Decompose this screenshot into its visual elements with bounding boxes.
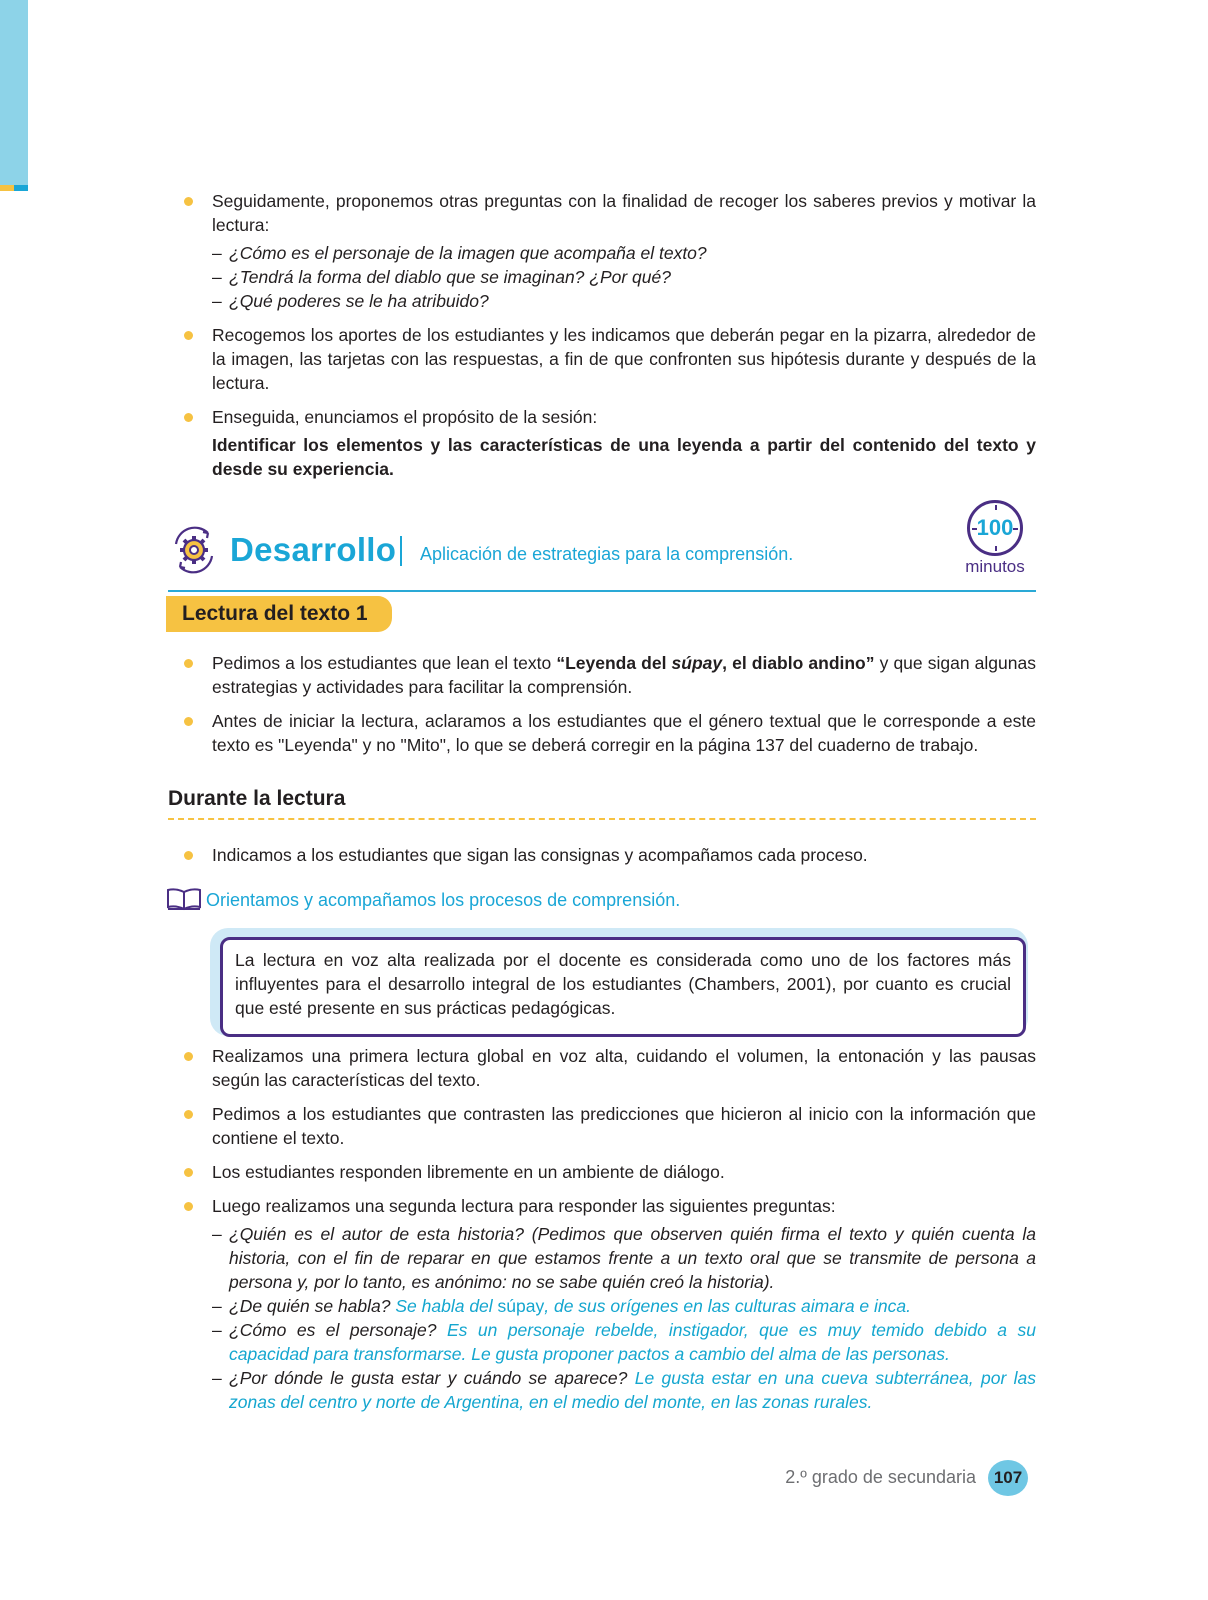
bullet-item (168, 189, 1036, 313)
reading-instructions (168, 651, 1036, 767)
text-fragment: Pedimos a los estudiantes que lean el texto (212, 653, 557, 673)
question-text: ¿De quién se habla? (229, 1296, 391, 1316)
intro-section (168, 189, 1036, 491)
during-reading-section (168, 843, 1036, 877)
question-item: – ¿Qué poderes se le ha atribuido? (212, 289, 1036, 313)
bullet-item (168, 1102, 1036, 1150)
question-item (212, 1318, 1036, 1366)
text-fragment: y que sigan algunas estrategias y actividades para facilitar la comprensión. (212, 653, 1036, 697)
side-color-bar (0, 0, 28, 185)
grade-label: 2.º grado de secundaria (785, 1467, 976, 1487)
title-separator (400, 536, 402, 566)
book-icon (166, 887, 202, 911)
side-bar-accent-blue (14, 185, 28, 191)
reading-label-text: Lectura del texto 1 (182, 602, 368, 625)
bullet-text: Luego realizamos una segunda lectura para responder las siguientes preguntas: (212, 1196, 836, 1216)
quote-box (210, 928, 1028, 1036)
reading-label-pill (166, 596, 392, 632)
question-item: – ¿Tendrá la forma del diablo que se imaginan? ¿Por qué? (212, 265, 1036, 289)
bullet-item (168, 1160, 1036, 1184)
question-item (212, 1366, 1036, 1414)
bullet-item (168, 843, 1036, 867)
subheading (168, 786, 1036, 820)
quote-text: La lectura en voz alta realizada por el docente es considerada como uno de los factores más influyentes para el desarrollo integral de los estudiantes (Chambers, 2001), por cuanto es crucial que esté presente en sus prácticas pedagógicas. (220, 937, 1026, 1037)
question-item (212, 1294, 1036, 1318)
answer-text: Le gusta estar en una cueva subterránea, por las zonas del centro y norte de Argentina, en el medio del monte, en las zonas rurales. (229, 1368, 1036, 1412)
session-purpose: Identificar los elementos y las características de una leyenda a partir del contenido del texto y desde su experiencia. (212, 435, 1036, 479)
page-number: 107 (988, 1460, 1028, 1496)
bullet-item (168, 1044, 1036, 1092)
text-fragment: “Leyenda del (556, 653, 672, 673)
bullet-item (168, 651, 1036, 699)
bullet-text: Recogemos los aportes de los estudiantes y les indicamos que deberán pegar en la pizarra, alrededor de la imagen, las tarjetas con las respuestas, a fin de que confronten sus hipótesis durante y después de la lectura. (212, 325, 1036, 393)
subheading-text: Durante la lectura (168, 787, 346, 810)
side-bar-accent-yellow (0, 185, 14, 191)
stopwatch-icon (967, 500, 1023, 556)
answer-text: Es un personaje rebelde, instigador, que es muy temido debido a su capacidad para transformarse. Le gusta proponer pactos a cambio del alma de las personas. (229, 1320, 1036, 1364)
timer-unit: minutos (965, 557, 1025, 576)
bullet-item (168, 1194, 1036, 1414)
bullet-text: Enseguida, enunciamos el propósito de la sesión: (212, 407, 598, 427)
bullet-text: Los estudiantes responden libremente en un ambiente de diálogo. (212, 1162, 725, 1182)
development-header (168, 510, 1036, 592)
bullet-text: Seguidamente, proponemos otras preguntas con la finalidad de recoger los saberes previos y motivar la lectura: (212, 191, 1036, 235)
timer-badge (958, 500, 1032, 578)
bullet-text: Realizamos una primera lectura global en voz alta, cuidando el volumen, la entonación y las pausas según las características del texto. (212, 1046, 1036, 1090)
bullet-text: Antes de iniciar la lectura, aclaramos a los estudiantes que el género textual que le corresponde a este texto es "Leyenda" y no "Mito", lo que se deberá corregir en la página 137 del cuaderno de trabajo. (212, 711, 1036, 755)
text-fragment: súpay (671, 653, 723, 673)
second-reading-section (168, 1044, 1036, 1424)
timer-value: 100 (976, 515, 1014, 540)
question-list (212, 241, 1036, 313)
text-fragment: , el diablo andino” (722, 653, 875, 673)
bullet-item (168, 709, 1036, 757)
gear-icon (168, 524, 220, 576)
section-title: Desarrollo (230, 531, 397, 568)
question-item: – ¿Cómo es el personaje de la imagen que acompaña el texto? (212, 241, 1036, 265)
question-text: ¿Quién es el autor de esta historia? (Pedimos que observen quién firma el texto y quién cuenta la historia, con el fin de reparar en que estamos frente a un texto oral que se transmite de persona a persona y, por lo tanto, es anónimo: no se sabe quién creó la historia). (229, 1224, 1036, 1292)
bullet-item (168, 323, 1036, 395)
question-text: ¿Cómo es el personaje? (229, 1320, 437, 1340)
bullet-text: Indicamos a los estudiantes que sigan las consignas y acompañamos cada proceso. (212, 845, 868, 865)
question-list (212, 1222, 1036, 1414)
orientation-text: Orientamos y acompañamos los procesos de comprensión. (206, 890, 681, 910)
question-item (212, 1222, 1036, 1294)
answer-text: Se habla del súpay, de sus orígenes en las culturas aimara e inca. (395, 1296, 911, 1316)
bullet-item (168, 405, 1036, 481)
section-subtitle: Aplicación de estrategias para la comprensión. (420, 544, 794, 564)
bullet-text: Pedimos a los estudiantes que contrasten las predicciones que hicieron al inicio con la información que contiene el texto. (212, 1104, 1036, 1148)
question-text: ¿Por dónde le gusta estar y cuándo se aparece? (229, 1368, 628, 1388)
